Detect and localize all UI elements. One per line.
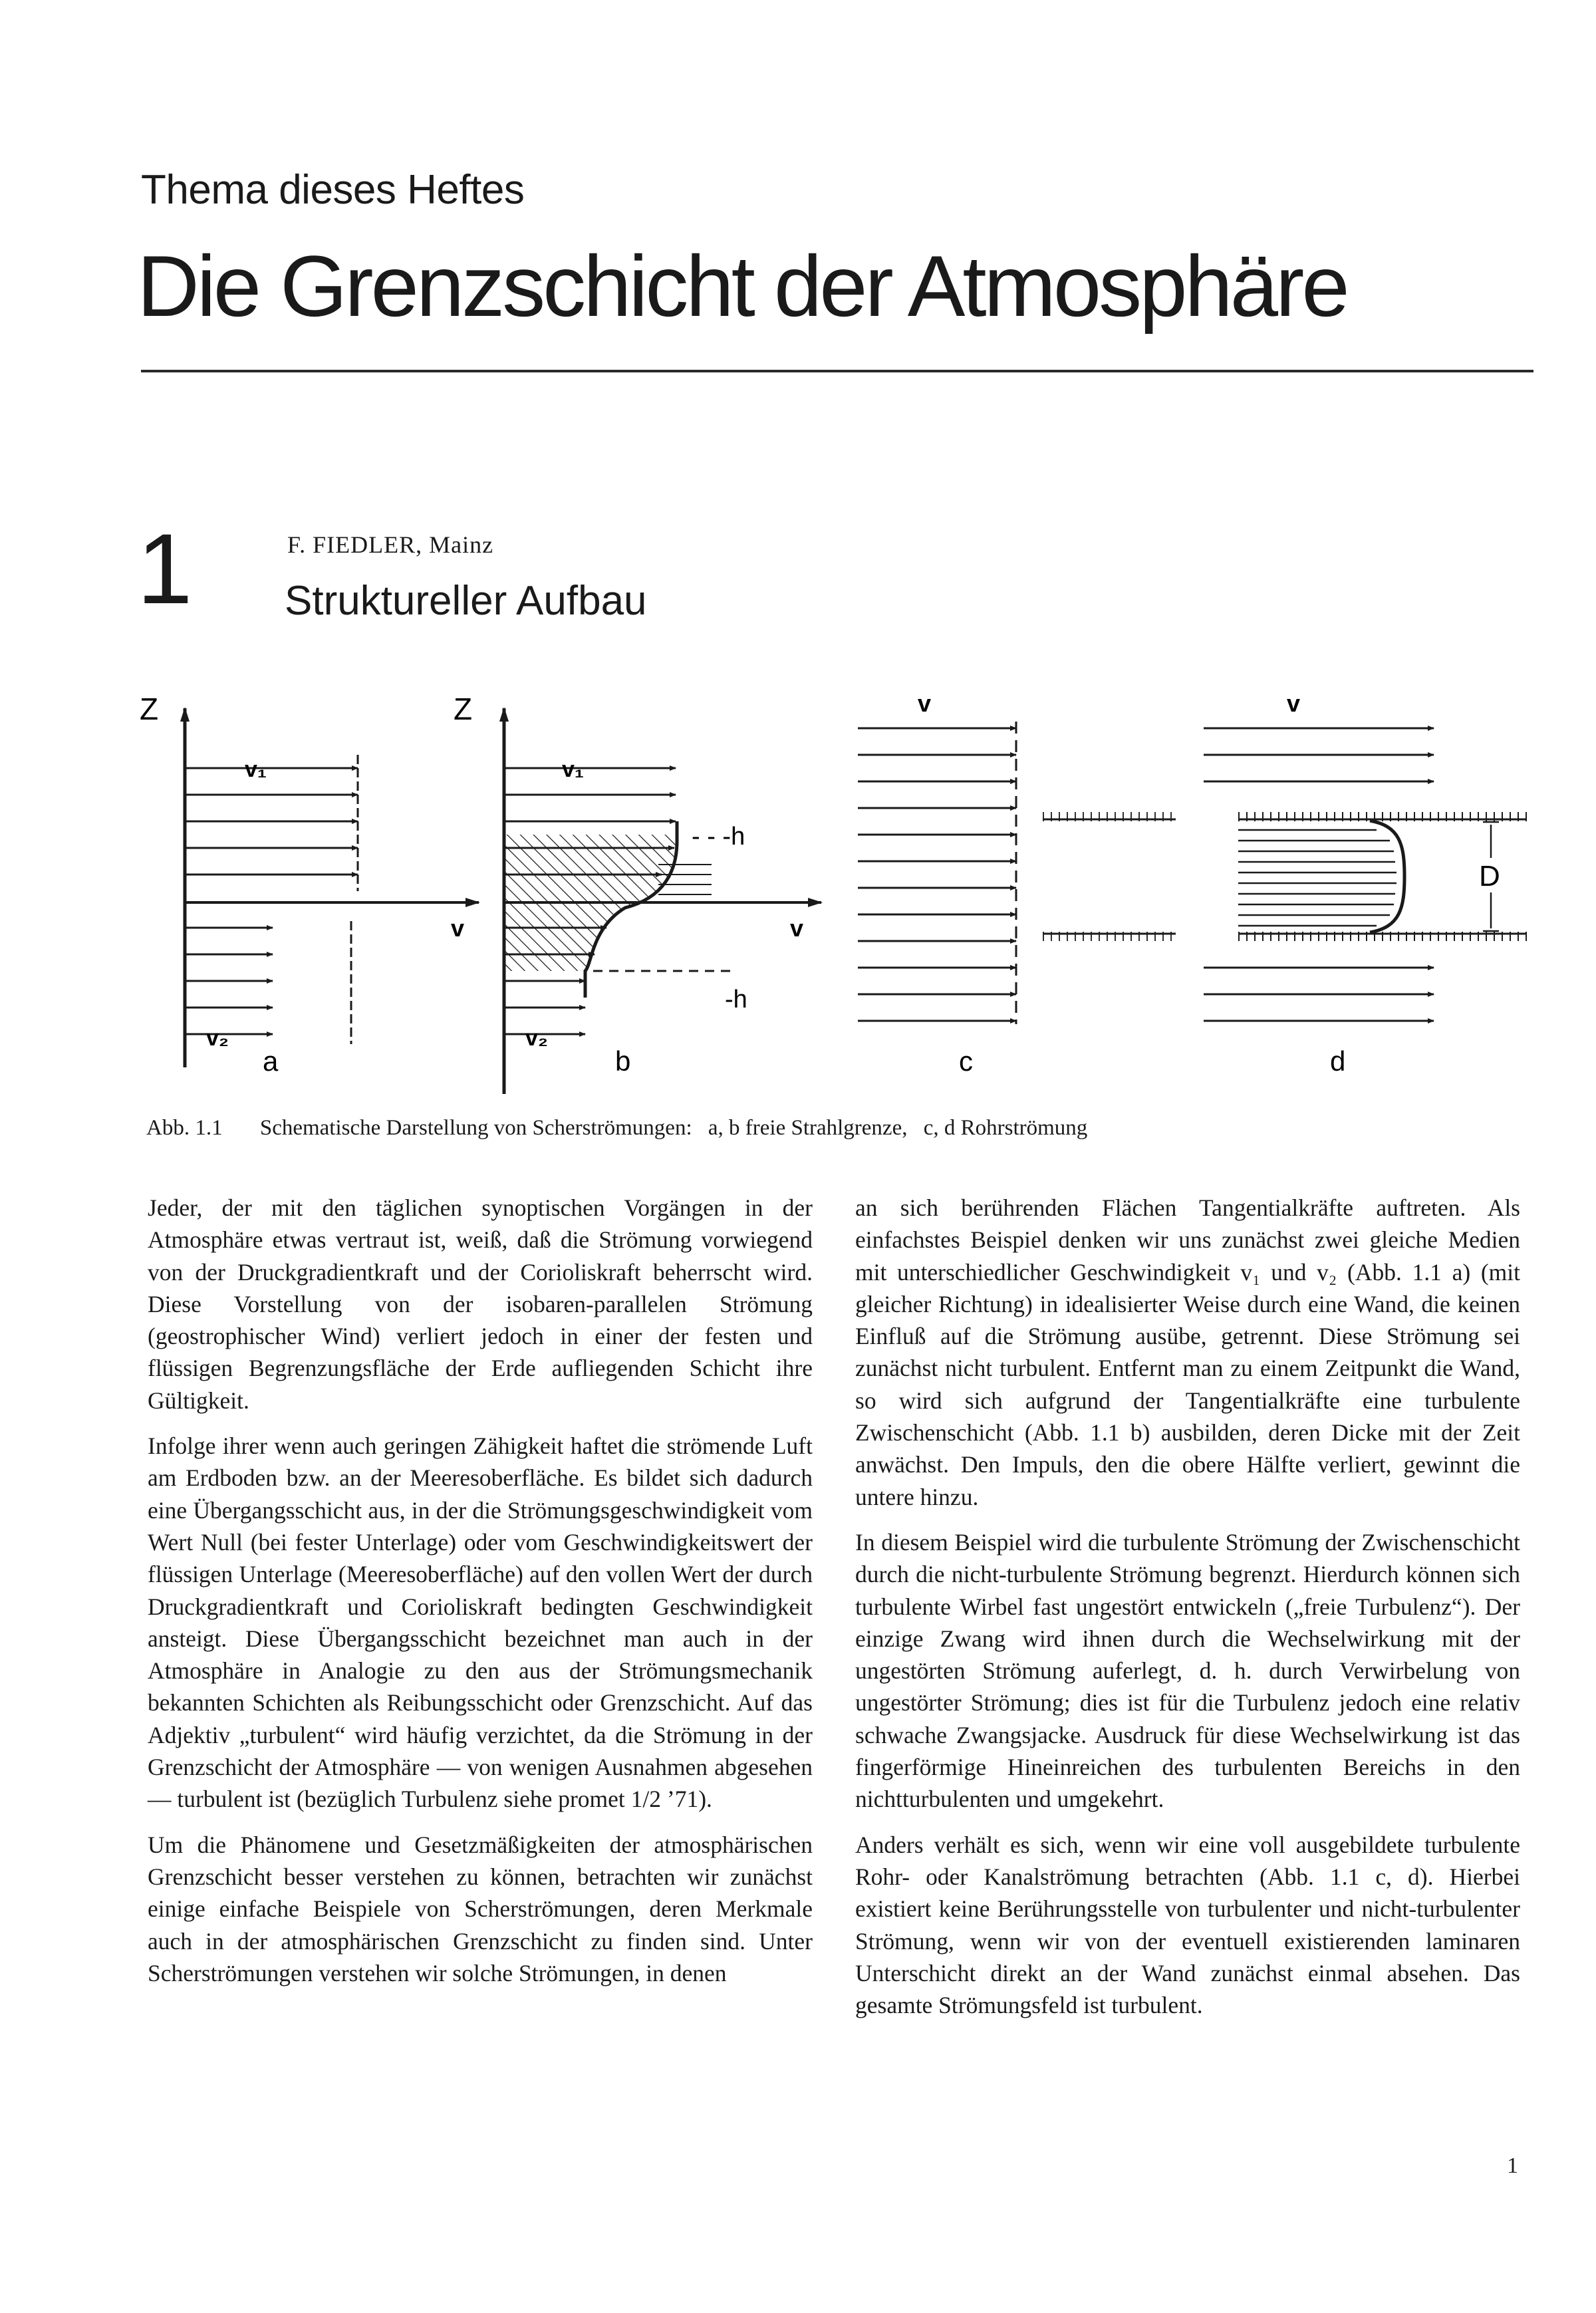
v-label: v xyxy=(1287,690,1301,717)
panel-label-c: c xyxy=(959,1045,973,1077)
page-number: 1 xyxy=(1507,2153,1518,2178)
d-dimension-label: D xyxy=(1479,860,1500,892)
h-top-label: - - -h xyxy=(692,823,745,851)
panel-c xyxy=(858,690,1176,1077)
v-label: v xyxy=(918,690,932,717)
figure-caption xyxy=(146,1116,1357,1141)
axis-z-label: Z xyxy=(140,692,159,726)
chapter-number: 1 xyxy=(137,513,193,624)
panel-d xyxy=(1204,690,1527,1077)
caption-text: Schematische Darstellung von Scherströmungen: xyxy=(259,1116,692,1140)
panel-label-b: b xyxy=(615,1045,631,1077)
panel-b xyxy=(454,692,821,1094)
page-title: Die Grenzschicht der Atmosphäre xyxy=(137,237,1347,335)
axis-z-label: Z xyxy=(454,692,473,726)
caption-label: Abb. 1.1 xyxy=(146,1116,223,1140)
body-column-right xyxy=(855,1192,1520,2034)
author-line: F. FIEDLER, Mainz xyxy=(287,531,494,558)
panel-label-d: d xyxy=(1330,1045,1346,1077)
h-bottom-label: -h xyxy=(725,986,747,1014)
paragraph: Infolge ihrer wenn auch geringen Zähigkeit haftet die strömende Luft am Erdboden bzw. an der Meeresoberfläche. Es bildet sich dadurch eine Übergangsschicht aus, in der die Strömungsgeschwindigkeit vom Wert Null (bei fester Unterlage) oder vom Geschwindigkeitswert der flüssigen Unterlage (Meeresoberfläche) auf den vollen Wert der durch Druckgradientkraft und Corioliskraft bedingten Geschwindigkeit ansteigt. Diese Übergangsschicht bezeichnet man auch in der Atmosphäre in Analogie zu den aus der Strömungsmechanik bekannten Schichten als Reibungsschicht oder Grenzschicht. Auf das Adjektiv „turbulent“ wird häufig verzichtet, da die Strömung in der Grenzschicht der Atmosphäre — von wenigen Ausnahmen abgesehen — turbulent ist (bezüglich Turbulenz siehe promet 1/2 ’71). xyxy=(148,1432,813,1813)
panel-label-a: a xyxy=(263,1045,279,1077)
shear-flow-figure xyxy=(126,678,1549,1104)
paragraph: Jeder, der mit den täglichen synoptischen Vorgängen in der Atmosphäre etwas vertraut ist, weiß, daß die Strömung vorwiegend von der Druckgradientkraft und der Corioliskraft beherrscht wird. Diese Vorstellung von der isobaren-parallelen Strömung (geostrophischer Wind) verliert jedoch in einer der festen und flüssigen Begrenzungsfläche der Erde aufliegenden Schicht ihre Gültigkeit. xyxy=(148,1194,813,1414)
v2-label: v₂ xyxy=(206,1025,229,1051)
v2-label: v₂ xyxy=(525,1025,549,1051)
outer-velocity-arrows xyxy=(1204,728,1434,1021)
paragraph: an sich berührenden Flächen Tangentialkräfte auftreten. Als einfachstes Beispiel denken wir uns zunächst zwei gleiche Medien mit unterschiedlicher Geschwindigkeit v₁ und v₂ (Abb. 1.1 a) (mit gleicher Richtung) in idealisierter Weise durch eine Wand, die keinen Einfluß auf die Strömung ausübe, getrennt. Diese Strömung sei zunächst nicht turbulent. Entfernt man zu einem Zeitpunkt die Wand, so wird sich aufgrund der Tangentialkräfte eine turbulente Zwischenschicht (Abb. 1.1 b) ausbilden, deren Dicke mit der Zeit anwächst. Den Impuls, den die obere Hälfte verliert, gewinnt die untere hinzu. xyxy=(855,1194,1520,1510)
title-rule xyxy=(141,370,1533,372)
velocity-arrows xyxy=(858,728,1016,1021)
paragraph: Um die Phänomene und Gesetzmäßigkeiten der atmosphärischen Grenzschicht besser verstehen zu können, betrachten wir zunächst einige einfache Beispiele von Scherströmungen, deren Merkmale auch in der atmosphärischen Grenzschicht zu finden sind. Unter Scherströmungen verstehen wir solche Strömungen, in denen xyxy=(148,1831,813,1986)
chapter-title: Struktureller Aufbau xyxy=(285,578,647,624)
upper-velocity-arrows xyxy=(185,768,358,875)
paragraph: In diesem Beispiel wird die turbulente Strömung der Zwischenschicht durch die nicht-turbulente Strömung begrenzt. Hierdurch können sich turbulente Wirbel fast ungestört entwickeln („freie Turbulenz“). Der einzige Zwang wird ihnen durch die Wechselwirkung mit der ungestörten Strömung auferlegt, d. h. durch Verwirbelung von ungestörter Strömung; dies ist für die Turbulenz jedoch eine relativ schwache Zwangsjacke. Ausdruck für diese Wechselwirkung ist das fingerförmige Hineinreichen des turbulenten Bereichs in den nichtturbulenten und umgekehrt. xyxy=(855,1528,1520,1813)
body-column-left xyxy=(148,1192,813,2002)
caption-part-cd: c, d Rohrströmung xyxy=(923,1116,1088,1140)
lower-velocity-arrows xyxy=(185,928,273,1034)
v1-label: v₁ xyxy=(562,757,584,782)
pipe-velocity-arrows xyxy=(1238,830,1396,926)
paragraph: Anders verhält es sich, wenn wir eine voll ausgebildete turbulente Rohr- oder Kanalströmung betrachten (Abb. 1.1 c, d). Hierbei existiert keine Berührungsstelle von turbulenter und nicht-turbulenter Strömung, wenn wir von der eventuell existierenden laminaren Unterschicht direkt an der Wand zunächst einmal absehen. Das gesamte Strömungsfeld ist turbulent. xyxy=(855,1831,1520,2019)
v-axis-label: v xyxy=(790,914,804,942)
v1-label: v₁ xyxy=(245,757,267,782)
panel-a xyxy=(140,692,479,1077)
caption-part-ab: a, b freie Strahlgrenze, xyxy=(708,1116,908,1140)
v-axis-label: v xyxy=(451,914,465,942)
section-kicker: Thema dieses Heftes xyxy=(141,167,525,213)
